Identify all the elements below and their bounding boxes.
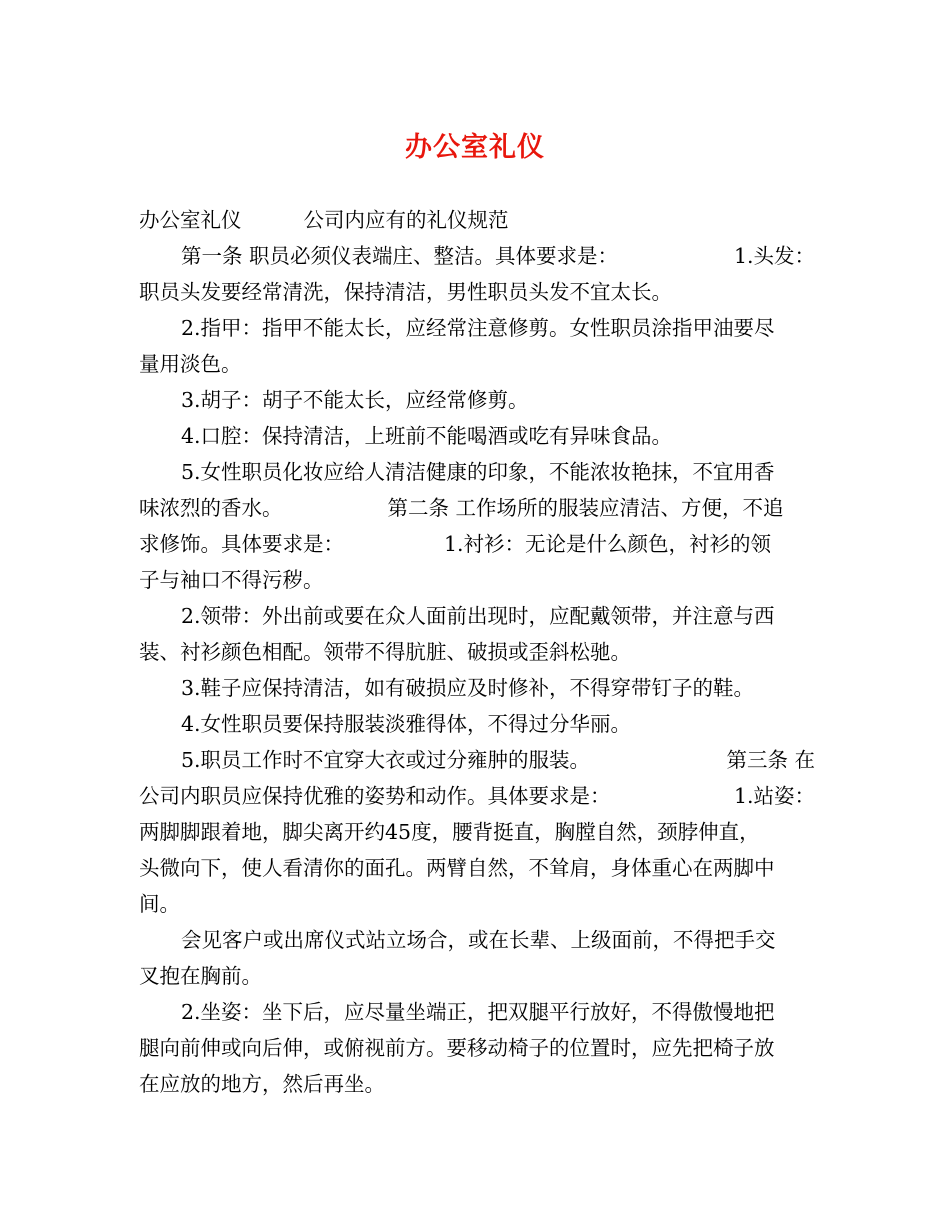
paragraph-text: 第二条 工作场所的服装应清洁、方便，不追 <box>387 496 784 520</box>
text-line: 量用淡色。 <box>139 352 242 376</box>
text-line <box>139 778 815 814</box>
text-line: 两脚脚跟着地，脚尖离开约45度，腰背挺直，胸膛自然，颈脖伸直， <box>139 820 760 844</box>
text-line: 叉抱在胸前。 <box>139 964 262 988</box>
text-line: 在应放的地方，然后再坐。 <box>139 1072 385 1096</box>
text-line <box>139 526 815 562</box>
text-line <box>139 202 815 238</box>
text-line <box>139 742 815 778</box>
section-subheading: 公司内应有的礼仪规范 <box>303 208 509 232</box>
text-line <box>139 490 815 526</box>
paragraph-text: 公司内职员应保持优雅的姿势和动作。具体要求是： <box>139 784 611 808</box>
text-line <box>139 238 815 274</box>
text-line: 腿向前伸或向后伸，或俯视前方。要移动椅子的位置时，应先把椅子放 <box>139 1036 775 1060</box>
paragraph-text: 5.职员工作时不宜穿大衣或过分雍肿的服装。 <box>181 748 591 772</box>
text-line: 4.女性职员要保持服装淡雅得体，不得过分华丽。 <box>181 712 632 736</box>
text-line: 3.胡子：胡子不能太长，应经常修剪。 <box>181 388 529 412</box>
text-line: 2.领带：外出前或要在众人面前出现时，应配戴领带，并注意与西 <box>181 604 775 628</box>
paragraph-text: 味浓烈的香水。 <box>139 496 283 520</box>
paragraph-text: 求修饰。具体要求是： <box>139 532 344 556</box>
text-line: 间。 <box>139 892 180 916</box>
text-line: 3.鞋子应保持清洁，如有破损应及时修补，不得穿带钉子的鞋。 <box>181 676 755 700</box>
text-line: 头微向下，使人看清你的面孔。两臂自然，不耸肩，身体重心在两脚中 <box>139 856 775 880</box>
text-line: 2.指甲：指甲不能太长，应经常注意修剪。女性职员涂指甲油要尽 <box>181 316 775 340</box>
paragraph-text: 第三条 在 <box>726 748 815 772</box>
text-line: 5.女性职员化妆应给人清洁健康的印象，不能浓妆艳抹，不宜用香 <box>181 460 775 484</box>
text-line: 子与袖口不得污秽。 <box>139 568 324 592</box>
paragraph-text: 1.衬衫：无论是什么颜色，衬衫的领 <box>444 532 772 556</box>
document-title: 办公室礼仪 <box>405 132 545 163</box>
paragraph-text: 1.头发： <box>733 244 815 268</box>
text-line: 4.口腔：保持清洁，上班前不能喝酒或吃有异味食品。 <box>181 424 673 448</box>
text-line: 职员头发要经常清洗，保持清洁，男性职员头发不宜太长。 <box>139 280 672 304</box>
text-line: 会见客户或出席仪式站立场合，或在长辈、上级面前，不得把手交 <box>181 928 776 952</box>
section-heading: 办公室礼仪 <box>139 208 242 232</box>
text-line: 2.坐姿：坐下后，应尽量坐端正，把双腿平行放好，不得傲慢地把 <box>181 1000 775 1024</box>
paragraph-text: 第一条 职员必须仪表端庄、整洁。具体要求是： <box>181 244 619 268</box>
text-line: 装、衬衫颜色相配。领带不得肮脏、破损或歪斜松驰。 <box>139 640 631 664</box>
document-body <box>139 202 815 1102</box>
paragraph-text: 1.站姿： <box>733 784 815 808</box>
